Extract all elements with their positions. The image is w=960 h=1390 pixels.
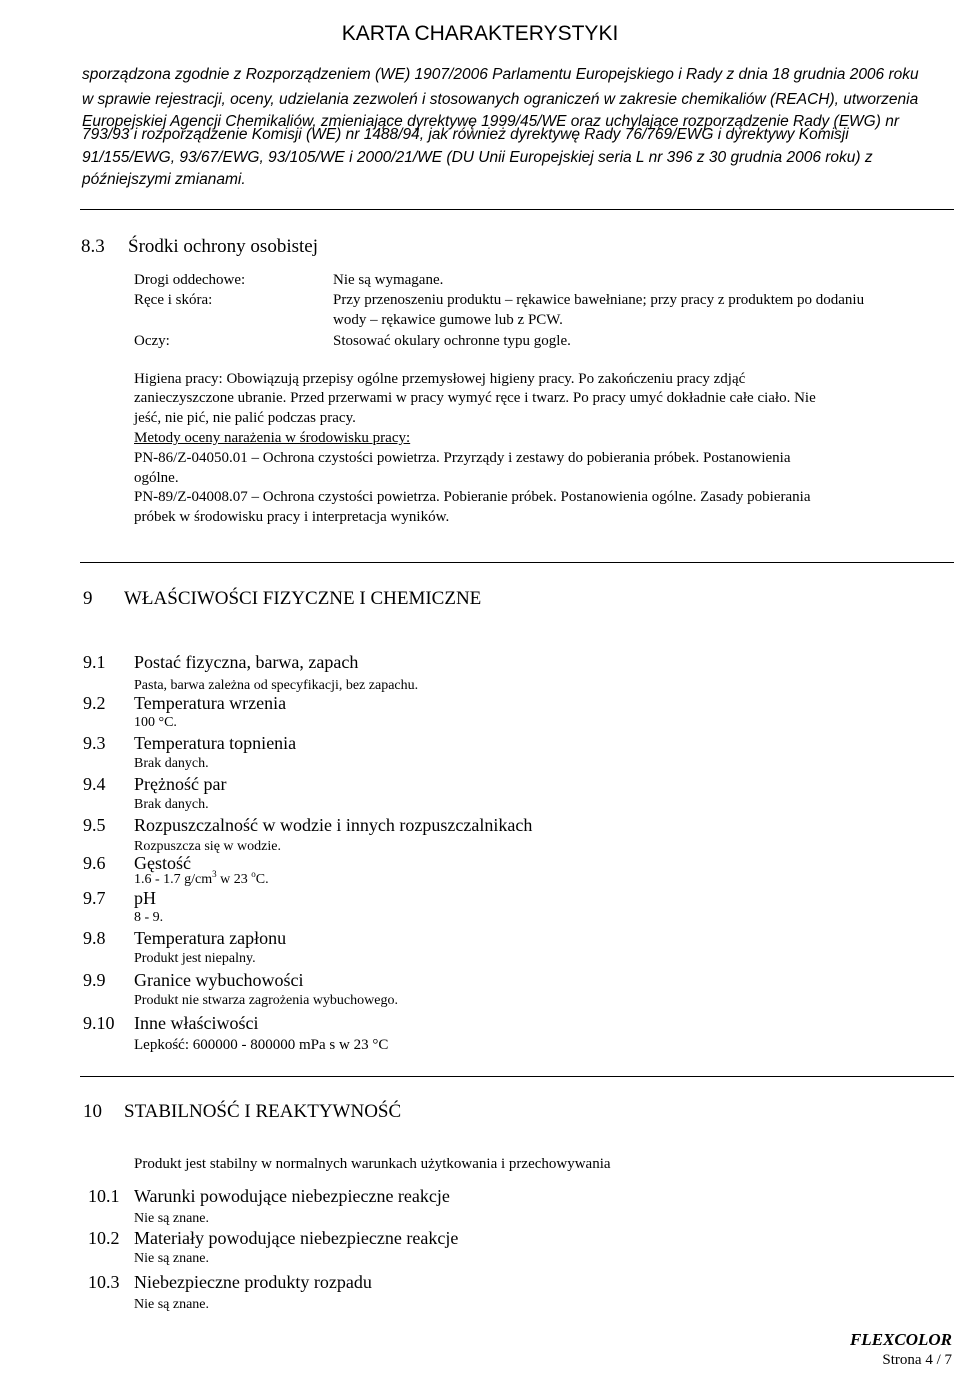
item-label: Prężność par xyxy=(134,774,227,794)
row-text: Stosować okulary ochronne typu gogle. xyxy=(333,333,571,349)
item-label: Niebezpieczne produkty rozpadu xyxy=(134,1272,372,1292)
method-line: PN-86/Z-04050.01 – Ochrona czystości powietrza. Przyrządy i zestawy do pobierania próbek. Postanowienia xyxy=(134,450,791,466)
item-number: 9.2 xyxy=(83,693,106,713)
item-value: Nie są znane. xyxy=(134,1297,210,1312)
row-label: Ręce i skóra: xyxy=(134,292,213,308)
item-number: 9.1 xyxy=(83,652,106,672)
row-label: Oczy: xyxy=(134,333,170,349)
item-label: Materiały powodujące niebezpieczne reakcje xyxy=(134,1228,459,1248)
item-value: Brak danych. xyxy=(134,797,209,812)
method-line: PN-89/Z-04008.07 – Ochrona czystości powietrza. Pobieranie próbek. Postanowienia ogólne. Zasady pobierania xyxy=(134,489,811,505)
section-number: 9 xyxy=(83,588,93,609)
method-line: próbek w środowisku pracy i interpretacja wyników. xyxy=(134,509,450,525)
item-number: 10.2 xyxy=(88,1228,120,1248)
item-value: Produkt nie stwarza zagrożenia wybuchowego. xyxy=(134,993,398,1008)
item-label: Temperatura zapłonu xyxy=(134,928,287,948)
item-value: Lepkość: 600000 - 800000 mPa s w 23 °C xyxy=(134,1037,389,1053)
methods-title: Metody oceny narażenia w środowisku pracy: xyxy=(134,430,411,446)
section-title: WŁAŚCIWOŚCI FIZYCZNE I CHEMICZNE xyxy=(124,588,482,609)
item-number: 9.3 xyxy=(83,733,106,753)
item-number: 10.3 xyxy=(88,1272,120,1292)
item-value: Produkt jest niepalny. xyxy=(134,951,256,966)
section-divider xyxy=(80,1076,954,1077)
document-title: KARTA CHARAKTERYSTYKI xyxy=(341,22,619,45)
row-text: wody – rękawice gumowe lub z PCW. xyxy=(333,312,563,328)
item-number: 9.10 xyxy=(83,1013,115,1033)
item-number: 9.8 xyxy=(83,928,106,948)
item-number: 9.5 xyxy=(83,815,106,835)
item-number: 9.7 xyxy=(83,888,106,908)
item-label: Inne właściwości xyxy=(134,1013,259,1033)
header-divider xyxy=(80,209,954,210)
row-label: Drogi oddechowe: xyxy=(134,272,246,288)
item-value: Pasta, barwa zależna od specyfikacji, bez zapachu. xyxy=(134,678,419,693)
item-label: Granice wybuchowości xyxy=(134,970,304,990)
hygiene-text: jeść, nie pić, nie palić podczas pracy. xyxy=(134,410,356,426)
item-label: Rozpuszczalność w wodzie i innych rozpuszczalnikach xyxy=(134,815,533,835)
item-value: Rozpuszcza się w wodzie. xyxy=(134,839,281,854)
item-value: 8 - 9. xyxy=(134,910,164,925)
section-divider xyxy=(80,562,954,563)
item-label: Warunki powodujące niebezpieczne reakcje xyxy=(134,1186,450,1206)
item-label: Gęstość xyxy=(134,853,191,873)
header-line: 793/93 i rozporządzenie Komisji (WE) nr 1488/94, jak również dyrektywę Rady 76/769/EWG i dyrektywy Komisji xyxy=(82,126,849,143)
item-label: pH xyxy=(134,888,156,908)
header-line: w sprawie rejestracji, oceny, udzielania zezwoleń i stosowanych ograniczeń w zakresie chemikaliów (REACH), utworzenia xyxy=(82,91,919,108)
section-title: Środki ochrony osobistej xyxy=(128,236,318,257)
hygiene-text: Higiena pracy: Obowiązują przepisy ogólne przemysłowej higieny pracy. Po zakończeniu pracy zdjąć xyxy=(134,371,746,387)
item-label: Temperatura topnienia xyxy=(134,733,297,753)
method-line: ogólne. xyxy=(134,470,179,486)
section-number: 10 xyxy=(83,1101,102,1122)
page-number: Strona 4 / 7 xyxy=(882,1352,952,1368)
item-value: Brak danych. xyxy=(134,756,209,771)
row-text: Przy przenoszeniu produktu – rękawice bawełniane; przy pracy z produktem po dodaniu xyxy=(333,292,865,308)
item-number: 10.1 xyxy=(88,1186,120,1206)
row-text: Nie są wymagane. xyxy=(333,272,444,288)
header-line: 91/155/EWG, 93/67/EWG, 93/105/WE i 2000/21/WE (DU Unii Europejskiej seria L nr 396 z 30 grudnia 2006 roku) z xyxy=(82,149,873,166)
item-value: Nie są znane. xyxy=(134,1211,210,1226)
hygiene-text: zanieczyszczone ubranie. Przed przerwami w pracy wymyć ręce i twarz. Po pracy umyć dokładnie całe ciało. Nie xyxy=(134,390,816,406)
item-value: 1.6 - 1.7 $g/cm^3$ w 23 $^o$C. xyxy=(134,869,269,887)
header-line: późniejszymi zmianami. xyxy=(82,171,246,188)
item-label: Temperatura wrzenia xyxy=(134,693,287,713)
section-number: 8.3 xyxy=(81,236,105,257)
section-title: STABILNOŚĆ I REAKTYWNOŚĆ xyxy=(124,1101,402,1122)
item-label: Postać fizyczna, barwa, zapach xyxy=(134,652,359,672)
item-number: 9.4 xyxy=(83,774,106,794)
item-number: 9.6 xyxy=(83,853,106,873)
item-value: 100 °C. xyxy=(134,715,177,730)
item-number: 9.9 xyxy=(83,970,106,990)
item-value: Nie są znane. xyxy=(134,1251,210,1266)
header-line: Europejskiej Agencji Chemikaliów, zmieniające dyrektywę 1999/45/WE oraz uchylające rozporządzenie Rady (EWG) nr xyxy=(82,113,899,130)
footer-brand: FLEXCOLOR xyxy=(849,1330,952,1349)
header-line: sporządzona zgodnie z Rozporządzeniem (WE) 1907/2006 Parlamentu Europejskiego i Rady z dnia 18 grudnia 2006 roku xyxy=(82,66,919,83)
intro-text: Produkt jest stabilny w normalnych warunkach użytkowania i przechowywania xyxy=(134,1156,611,1172)
